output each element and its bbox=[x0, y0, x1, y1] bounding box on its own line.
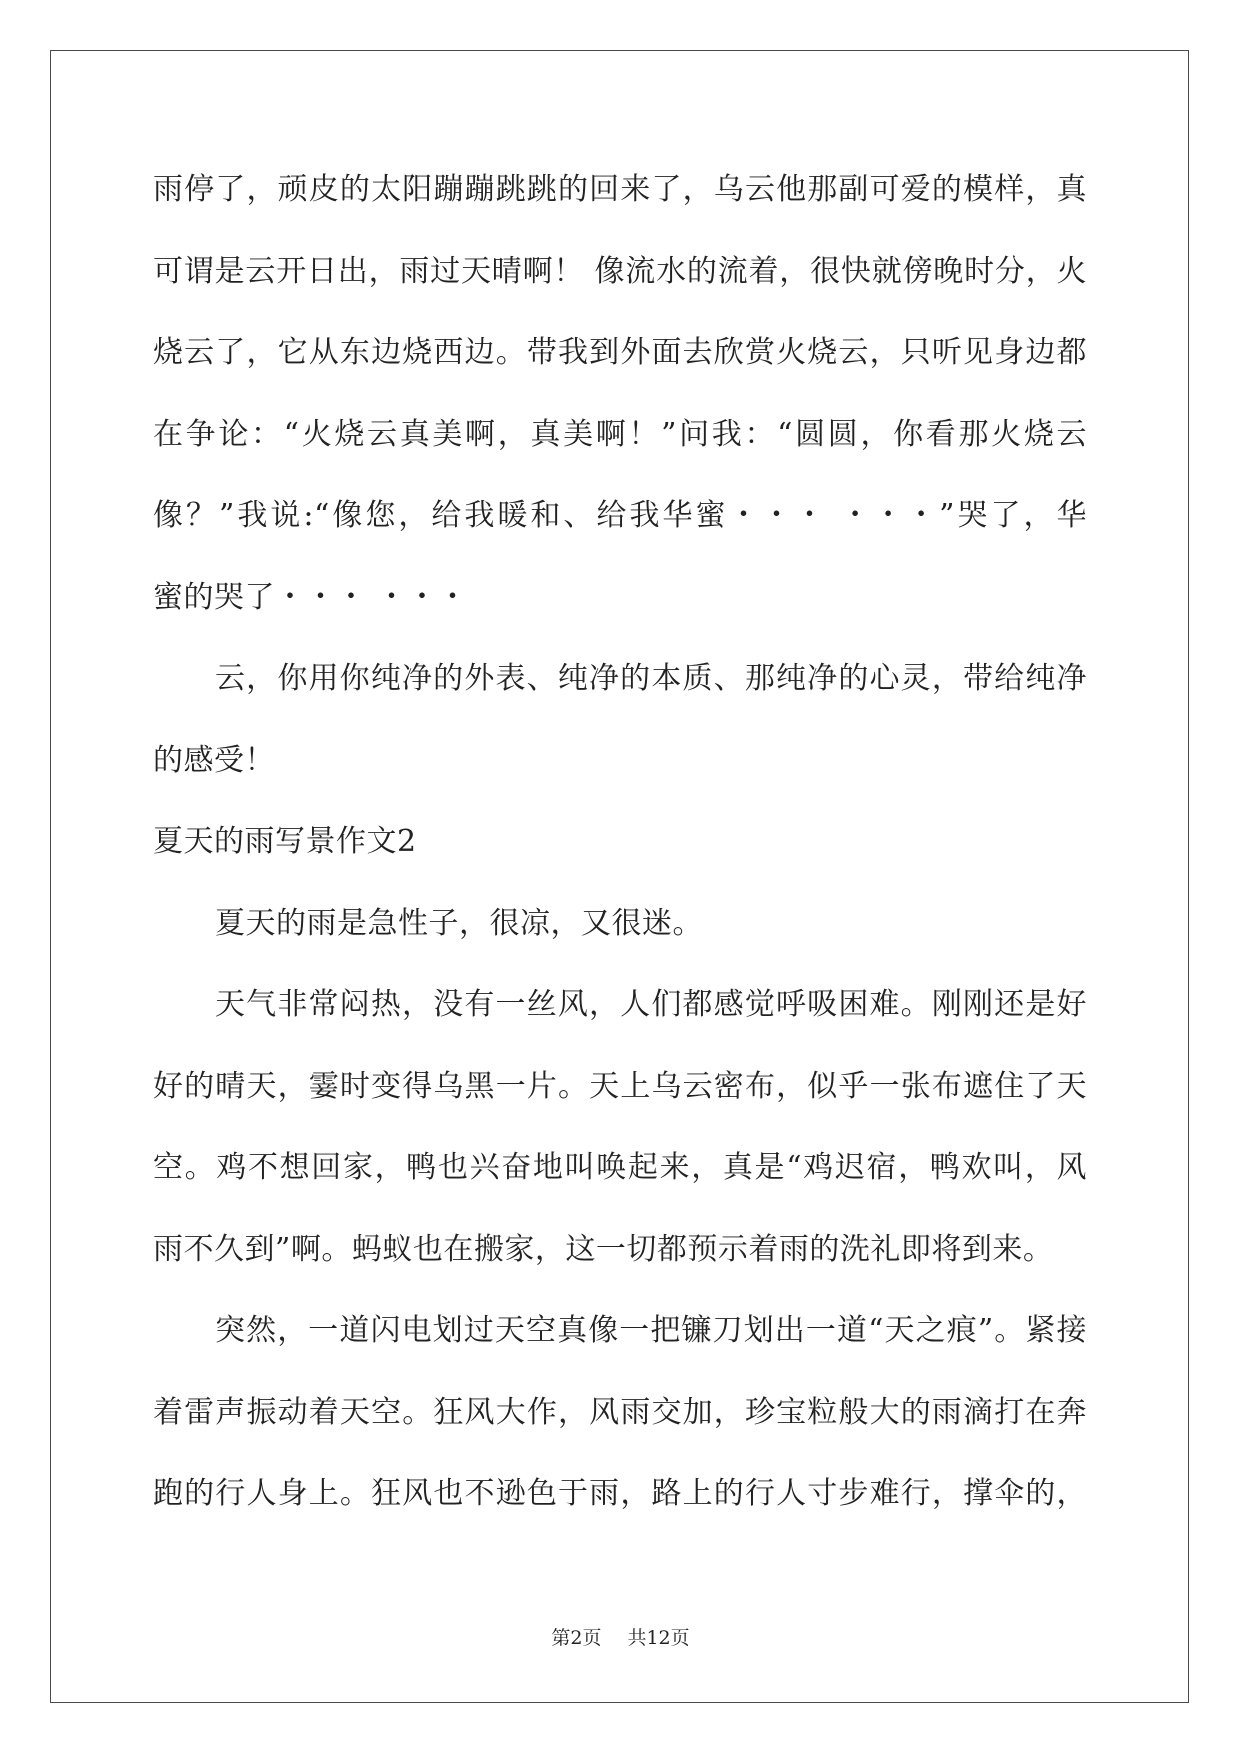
text-line: 的感受！ bbox=[153, 742, 275, 778]
text-line: 跑的行人身上。狂风也不逊色于雨，路上的行人寸步难行，撑伞的， bbox=[153, 1476, 1087, 1511]
page-number: 第2页 bbox=[551, 1627, 602, 1649]
paragraph bbox=[153, 883, 1087, 965]
text-line: 云，你用你纯净的外表、纯净的本质、那纯净的心灵，带给纯净 bbox=[215, 661, 1087, 696]
paragraph bbox=[153, 1290, 1087, 1535]
page-footer bbox=[0, 1625, 1241, 1651]
section-heading: 夏天的雨写景作文2 bbox=[153, 824, 417, 859]
text-line: 在争论：“火烧云真美啊，真美啊！”问我：“圆圆，你看那火烧云 bbox=[153, 416, 1087, 452]
text-line: 空。鸡不想回家，鸭也兴奋地叫唤起来，真是“鸡迟宿，鸭欢叫，风 bbox=[153, 1150, 1087, 1185]
text-line: 雨停了，顽皮的太阳蹦蹦跳跳的回来了，乌云他那副可爱的模样，真 bbox=[153, 172, 1087, 207]
paragraph bbox=[153, 638, 1087, 801]
text-line: 蜜的哭了・・・ ・・・ bbox=[153, 579, 469, 615]
text-line: 好的晴天，霎时变得乌黑一片。天上乌云密布，似乎一张布遮住了天 bbox=[153, 1068, 1087, 1104]
text-line: 突然，一道闪电划过天空真像一把镰刀划出一道“天之痕”。紧接 bbox=[215, 1313, 1087, 1348]
page-total: 共12页 bbox=[627, 1627, 690, 1649]
document-body bbox=[153, 149, 1087, 1535]
text-line: 雨不久到”啊。蚂蚁也在搬家，这一切都预示着雨的洗礼即将到来。 bbox=[153, 1231, 1054, 1267]
text-line: 着雷声振动着天空。狂风大作，风雨交加，珍宝粒般大的雨滴打在奔 bbox=[153, 1394, 1087, 1430]
text-line: 夏天的雨是急性子，很凉，又很迷。 bbox=[215, 905, 703, 941]
text-line: 可谓是云开日出，雨过天晴啊！ 像流水的流着，很快就傍晚时分，火 bbox=[153, 253, 1087, 289]
text-line: 像？”我说:“像您，给我暖和、给我华蜜・・・ ・・・”哭了，华 bbox=[153, 498, 1087, 533]
text-line: 天气非常闷热，没有一丝风，人们都感觉呼吸困难。刚刚还是好 bbox=[215, 987, 1087, 1022]
paragraph-continued bbox=[153, 149, 1087, 638]
text-line: 烧云了，它从东边烧西边。带我到外面去欣赏火烧云，只听见身边都 bbox=[153, 335, 1087, 370]
paragraph bbox=[153, 964, 1087, 1290]
